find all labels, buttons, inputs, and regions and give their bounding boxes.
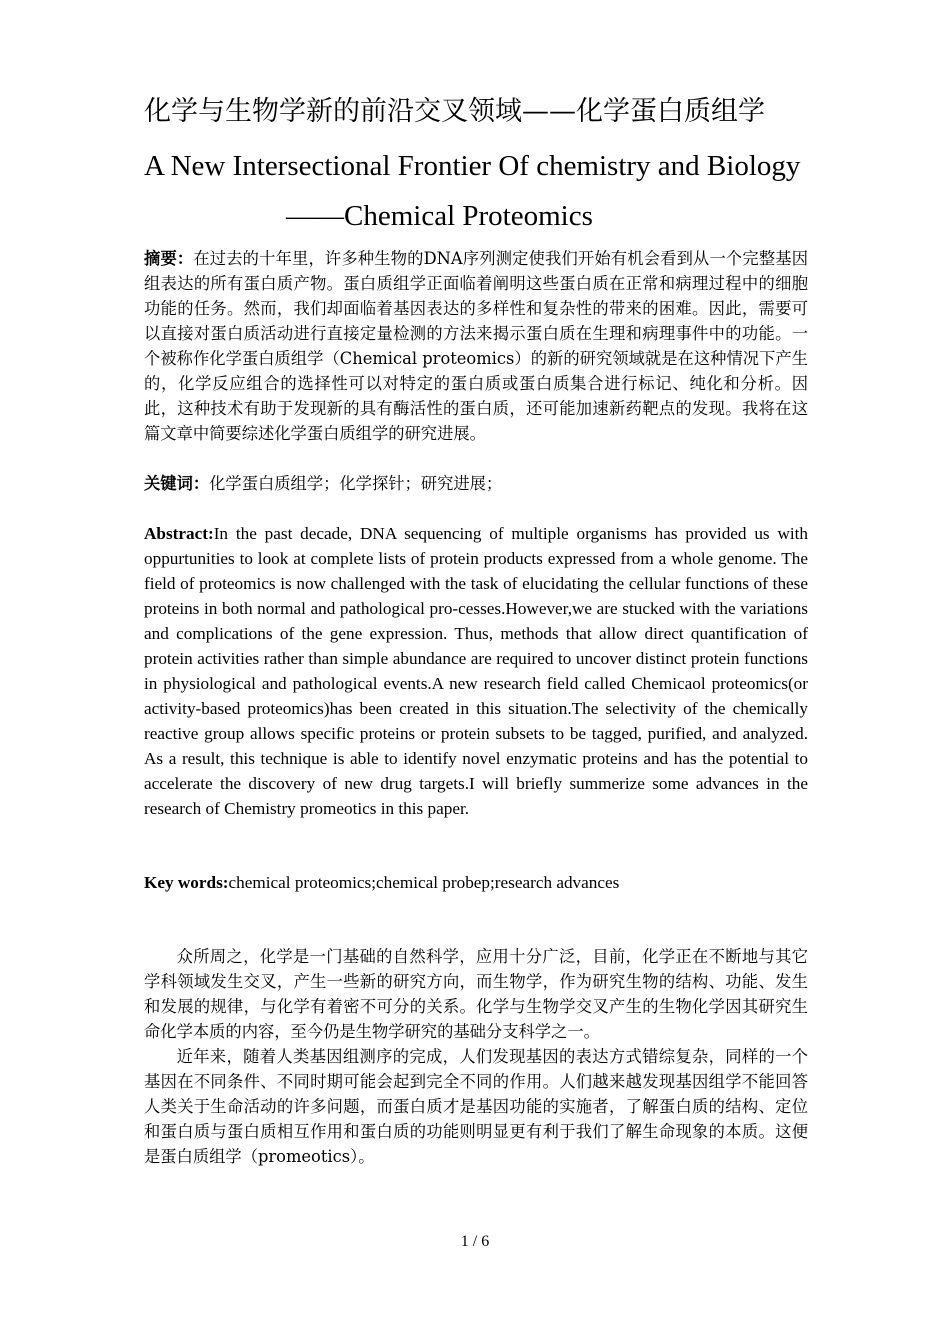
abstract-chinese [144,246,808,446]
keywords-english [144,870,808,895]
abstract-chinese-label: 摘要： [144,249,194,268]
title-english-line2: ——Chemical Proteomics [286,200,593,232]
keywords-chinese-text: 化学蛋白质组学；化学探针；研究进展； [209,474,503,493]
body-paragraph-1: 众所周之，化学是一门基础的自然科学，应用十分广泛，目前，化学正在不断地与其它学科领域发生交叉，产生一些新的研究方向，而生物学，作为研究生物的结构、功能、发生和发展的规律，与化学有着密不可分的关系。化学与生物学交叉产生的生物化学因其研究生命化学本质的内容，至今仍是生物学研究的基础分支科学之一。 [144,947,808,1041]
page-number: 1 / 6 [460,1233,490,1250]
abstract-chinese-text: 在过去的十年里，许多种生物的DNA序列测定使我们开始有机会看到从一个完整基因组表达的所有蛋白质产物。蛋白质组学正面临着阐明这些蛋白质在正常和病理过程中的细胞功能的任务。然而，我们却面临着基因表达的多样性和复杂性的带来的困难。因此，需要可以直接对蛋白质活动进行直接定量检测的方法来揭示蛋白质在生理和病理事件中的功能。一个被称作化学蛋白质组学（Chemical proteomics）的新的研究领域就是在这种情况下产生的，化学反应组合的选择性可以对特定的蛋白质或蛋白质集合进行标记、纯化和分析。因此，这种技术有助于发现新的具有酶活性的蛋白质，还可能加速新药靶点的发现。我将在这篇文章中简要综述化学蛋白质组学的研究进展。 [144,249,808,443]
keywords-chinese-label: 关键词： [144,474,210,493]
keywords-english-label: Key words: [144,873,229,892]
body-paragraph-2: 近年来，随着人类基因组测序的完成，人们发现基因的表达方式错综复杂，同样的一个基因在不同条件、不同时期可能会起到完全不同的作用。人们越来越发现基因组学不能回答人类关于生命活动的许多问题，而蛋白质才是基因功能的实施者，了解蛋白质的结构、定位和蛋白质与蛋白质相互作用和蛋白质的功能则明显更有利于我们了解生命现象的本质。这便是蛋白质组学（promeotics）。 [144,1047,808,1166]
abstract-english-label: Abstract: [144,524,214,543]
body-text [144,944,808,1169]
title-english-line1: A New Intersectional Frontier Of chemistry and Biology [144,150,801,182]
abstract-english-text: In the past decade, DNA sequencing of multiple organisms has provided us with oppurtunities to look at complete lists of protein products expressed from a whole genome. The field of proteomics is now challenged with the task of elucidating the cellular functions of these proteins in both normal and pathological pro-cesses.However,we are stucked with the variations and complications of the gene expression. Thus, methods that allow direct quantification of protein activities rather than simple abundance are required to uncover distinct protein functions in physiological and pathological events.A new research field called Chemicaol proteomics(or activity-based proteomics)has been created in this situation.The selectivity of the chemically reactive group allows specific proteins or protein subsets to be tagged, purified, and analyzed. As a result, this technique is able to identify novel enzymatic proteins and has the potential to accelerate the discovery of new drug targets.I will briefly summerize some advances in the research of Chemistry promeotics in this paper. [144,524,808,818]
title-chinese: 化学与生物学新的前沿交叉领域——化学蛋白质组学 [144,96,765,127]
abstract-english [144,521,808,821]
keywords-english-text: chemical proteomics;chemical probep;research advances [228,873,620,892]
keywords-chinese [144,471,808,496]
